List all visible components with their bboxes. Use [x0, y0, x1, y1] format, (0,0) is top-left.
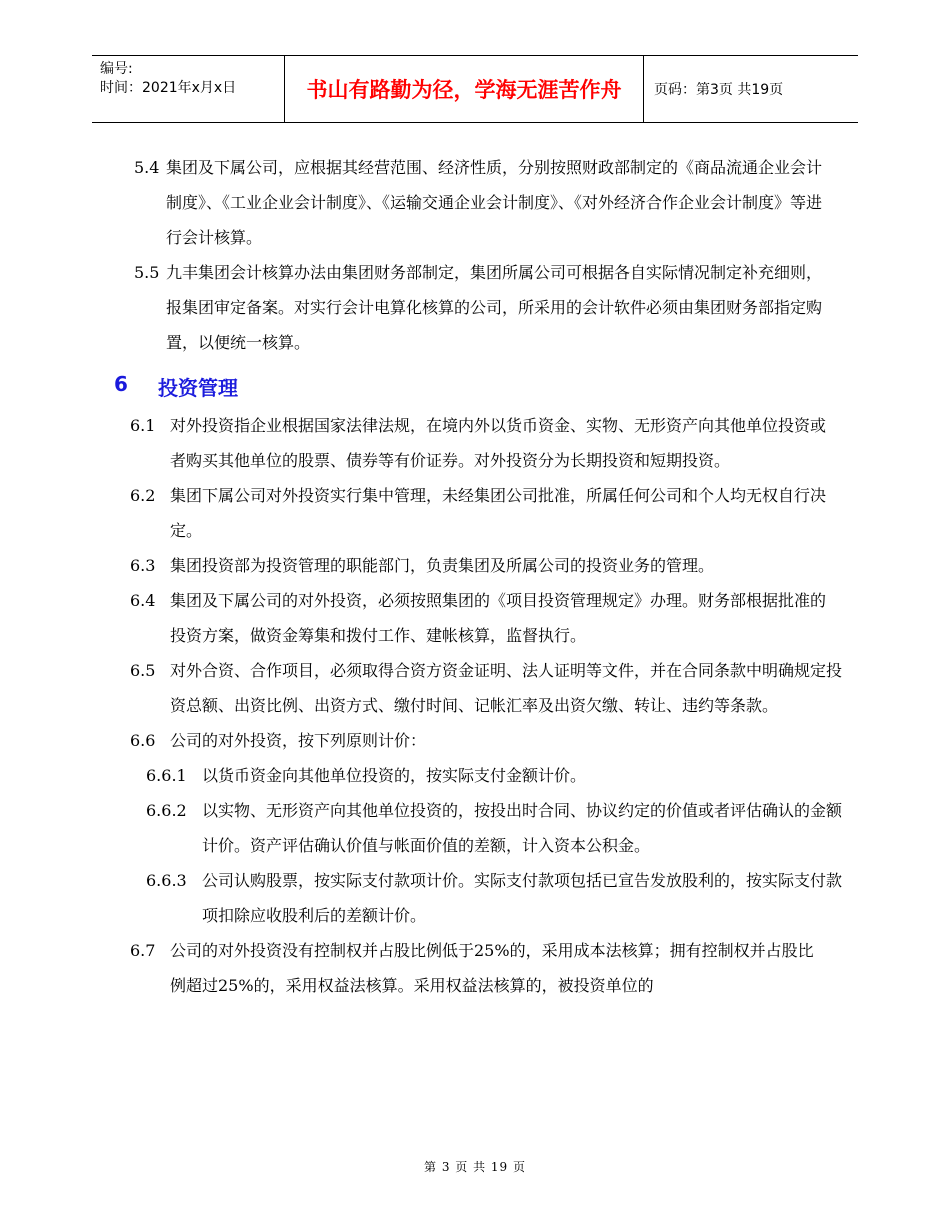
header-page-info: 页码：第3页 共19页	[654, 82, 784, 98]
clause-6-3	[0, 548, 826, 583]
clause-text: 公司认购股票，按实际支付款项计价。实际支付款项包括已宣告发放股利的，按实际支付款项扣除应收股利后的差额计价。	[202, 871, 843, 925]
clause-5-5	[0, 255, 822, 360]
section-heading	[0, 360, 950, 408]
clause-text: 九丰集团会计核算办法由集团财务部制定，集团所属公司可根据各自实际情况制定补充细则，报集团审定备案。对实行会计电算化核算的公司，所采用的会计软件必须由集团财务部指定购置，以便统一核算。	[166, 263, 823, 352]
section-number: 6	[114, 372, 128, 396]
document-time-label: 时间：2021年x月x日	[100, 80, 237, 96]
page-footer: 第 3 页 共 19 页	[424, 1160, 526, 1174]
clause-6-6	[0, 723, 826, 758]
clause-number: 6.6	[130, 731, 156, 750]
clause-text: 集团投资部为投资管理的职能部门，负责集团及所属公司的投资业务的管理。	[170, 556, 715, 575]
clause-number: 6.5	[130, 661, 156, 680]
clause-number: 5.4	[134, 158, 160, 177]
clause-number: 6.6.3	[146, 871, 187, 890]
clause-text: 集团及下属公司的对外投资，必须按照集团的《项目投资管理规定》办理。财务部根据批准的投资方案，做资金筹集和拨付工作、建帐核算，监督执行。	[170, 591, 827, 645]
clause-6-6-1	[0, 758, 842, 793]
document-body	[0, 150, 950, 1003]
clause-6-6-2	[0, 793, 842, 863]
clause-number: 6.2	[130, 486, 156, 505]
header-meta	[92, 56, 284, 122]
clause-text: 公司的对外投资，按下列原则计价：	[170, 731, 427, 750]
clause-5-4	[0, 150, 822, 255]
clause-text: 对外投资指企业根据国家法律法规，在境内外以货币资金、实物、无形资产向其他单位投资或者购买其他单位的股票、债券等有价证券。对外投资分为长期投资和短期投资。	[170, 416, 827, 470]
clause-text: 以货币资金向其他单位投资的，按实际支付金额计价。	[202, 766, 587, 785]
clause-number: 5.5	[134, 263, 160, 282]
clause-6-6-3	[0, 863, 842, 933]
clause-6-2	[0, 478, 826, 548]
clause-number: 6.6.1	[146, 766, 187, 785]
clause-text: 集团及下属公司，应根据其经营范围、经济性质，分别按照财政部制定的《商品流通企业会计制度》、《工业企业会计制度》、《运输交通企业会计制度》、《对外经济合作企业会计制度》等进行会计核算。	[166, 158, 823, 247]
clause-number: 6.4	[130, 591, 156, 610]
clause-text: 公司的对外投资没有控制权并占股比例低于25%的，采用成本法核算；拥有控制权并占股比例超过25%的，采用权益法核算。采用权益法核算的，被投资单位的	[170, 941, 814, 995]
clause-text: 以实物、无形资产向其他单位投资的，按投出时合同、协议约定的价值或者评估确认的金额计价。资产评估确认价值与帐面价值的差额，计入资本公积金。	[202, 801, 843, 855]
clause-number: 6.1	[130, 416, 156, 435]
page-header	[92, 55, 858, 123]
clause-number: 6.6.2	[146, 801, 187, 820]
document-number-label: 编号:	[100, 61, 133, 77]
section-title: 投资管理	[158, 376, 238, 400]
clause-6-1	[0, 408, 826, 478]
header-motto: 书山有路勤为径，学海无涯苦作舟	[284, 56, 644, 122]
clause-number: 6.3	[130, 556, 156, 575]
clause-6-5	[0, 653, 842, 723]
clause-number: 6.7	[130, 941, 156, 960]
clause-6-7	[0, 933, 826, 1003]
clause-text: 集团下属公司对外投资实行集中管理，未经集团公司批准，所属任何公司和个人均无权自行决定。	[170, 486, 827, 540]
clause-6-4	[0, 583, 826, 653]
clause-text: 对外合资、合作项目，必须取得合资方资金证明、法人证明等文件，并在合同条款中明确规定投资总额、出资比例、出资方式、缴付时间、记帐汇率及出资欠缴、转让、违约等条款。	[170, 661, 843, 715]
